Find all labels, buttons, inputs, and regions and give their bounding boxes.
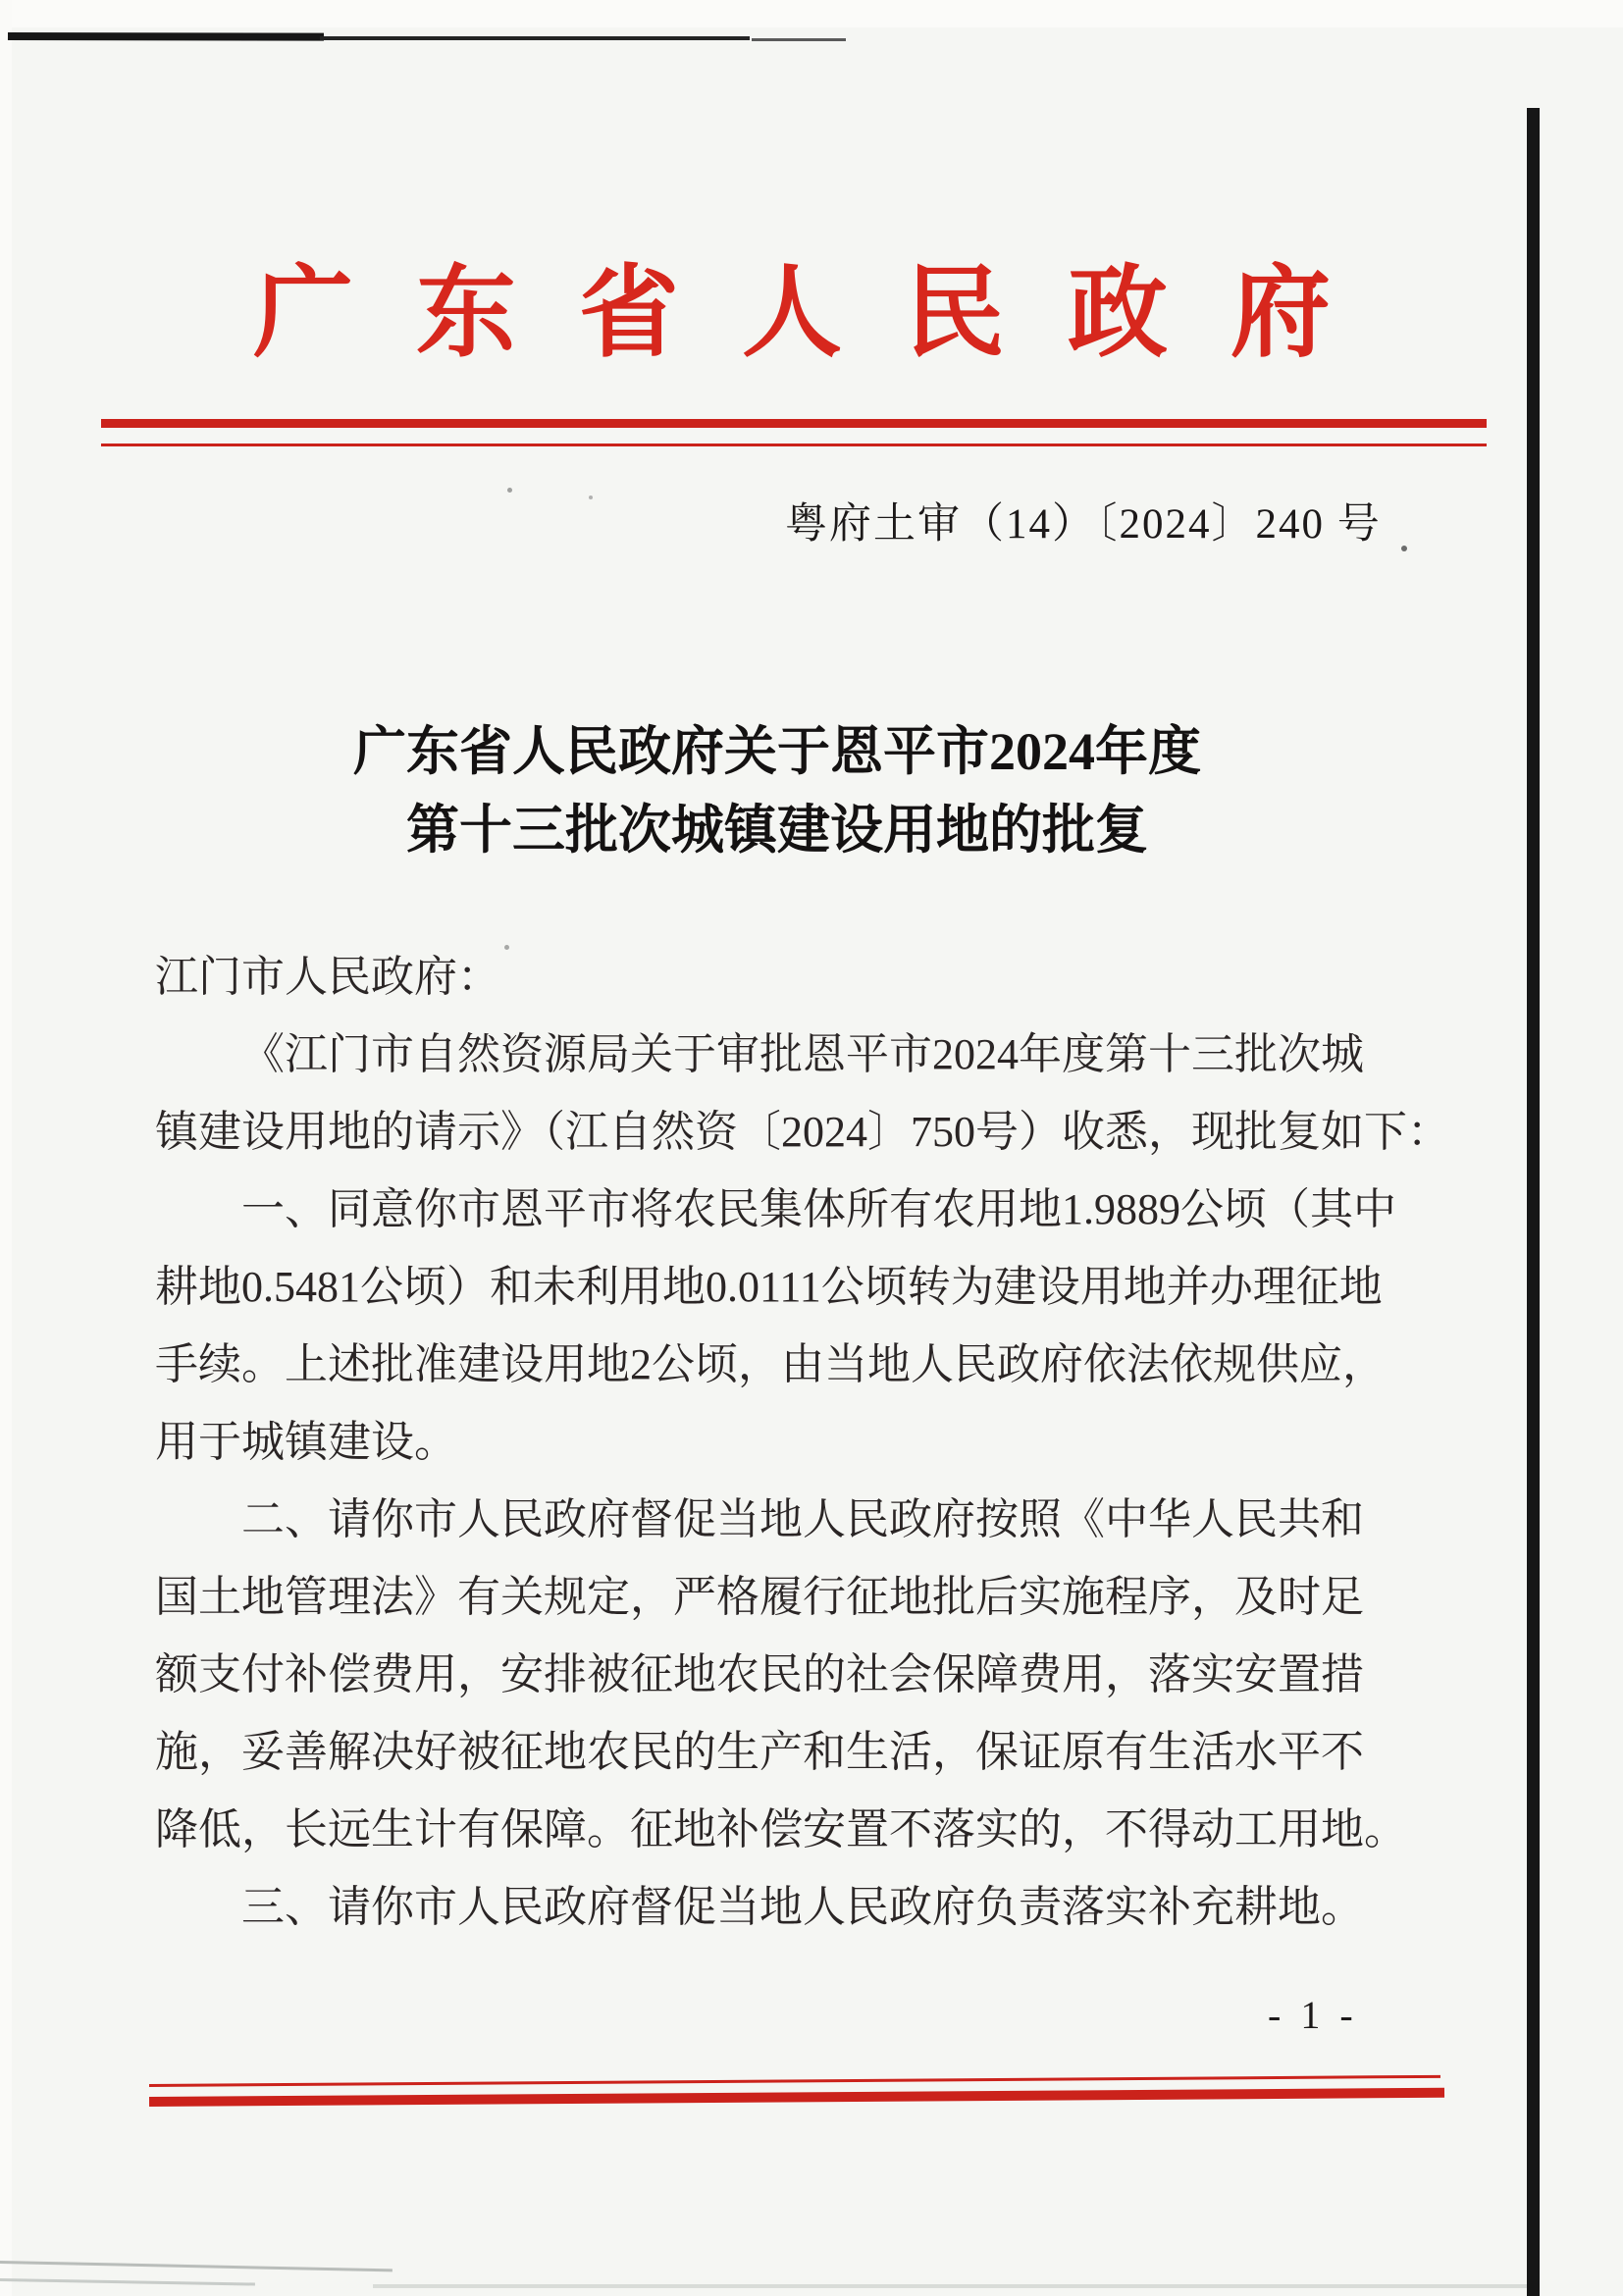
- body-line: 手续。上述批准建设用地2公顷，由当地人民政府依法依规供应，: [155, 1340, 1386, 1388]
- page-number: - 1 -: [1268, 1993, 1358, 2037]
- letterhead-rule-thin: [101, 444, 1487, 446]
- body-line: 一、同意你市恩平市将农民集体所有农用地1.9889公顷（其中: [241, 1185, 1396, 1233]
- body-line: 耕地0.5481公顷）和未利用地0.0111公顷转为建设用地并办理征地: [155, 1263, 1383, 1311]
- body-line: 国土地管理法》有关规定，严格履行征地批后实施程序，及时足: [155, 1573, 1364, 1621]
- salutation: 江门市人民政府：: [155, 953, 500, 1001]
- body-line: 镇建设用地的请示》（江自然资〔2024〕750号）收悉，现批复如下：: [155, 1108, 1450, 1156]
- scan-artifact-bottom-line: [0, 2278, 255, 2286]
- scan-artifact-top-line: [320, 36, 750, 40]
- body-line: 二、请你市人民政府督促当地人民政府按照《中华人民共和: [241, 1495, 1364, 1543]
- letterhead-rule-thick: [101, 419, 1487, 428]
- scan-top-margin: [0, 0, 1623, 27]
- body-line: 额支付补偿费用，安排被征地农民的社会保障费用，落实安置措: [155, 1650, 1364, 1698]
- body-line: 用于城镇建设。: [155, 1418, 457, 1466]
- footer-rule-thin: [149, 2075, 1440, 2087]
- document-body: [155, 938, 1499, 1946]
- scan-artifact-bottom-shadow: [373, 2284, 1527, 2288]
- footer-rule-thick: [149, 2088, 1444, 2107]
- document-reference-number: 粤府土审（14）〔2024〕240 号: [785, 501, 1382, 548]
- body-line: 降低，长远生计有保障。征地补偿安置不落实的，不得动工用地。: [155, 1805, 1407, 1853]
- document-title-line-1: 广东省人民政府关于恩平市2024年度: [353, 722, 1201, 781]
- scan-artifact-top-line: [8, 32, 324, 41]
- scan-speck: [507, 488, 512, 493]
- scan-speck: [504, 945, 509, 950]
- scan-artifact-top-line: [752, 38, 846, 41]
- scan-speck: [589, 496, 593, 499]
- scan-edge-right-bar: [1527, 108, 1540, 2296]
- document-title: [0, 712, 1554, 869]
- scan-artifact-bottom-line: [0, 2261, 393, 2271]
- body-line: 施，妥善解决好被征地农民的生产和生活，保证原有生活水平不: [155, 1728, 1364, 1776]
- body-line: 《江门市自然资源局关于审批恩平市2024年度第十三批次城: [241, 1030, 1364, 1078]
- body-line: 三、请你市人民政府督促当地人民政府负责落实补充耕地。: [241, 1883, 1364, 1931]
- agency-letterhead: 广东省人民政府: [253, 259, 1393, 370]
- document-title-line-2: 第十三批次城镇建设用地的批复: [406, 801, 1148, 860]
- scan-speck: [1401, 546, 1407, 551]
